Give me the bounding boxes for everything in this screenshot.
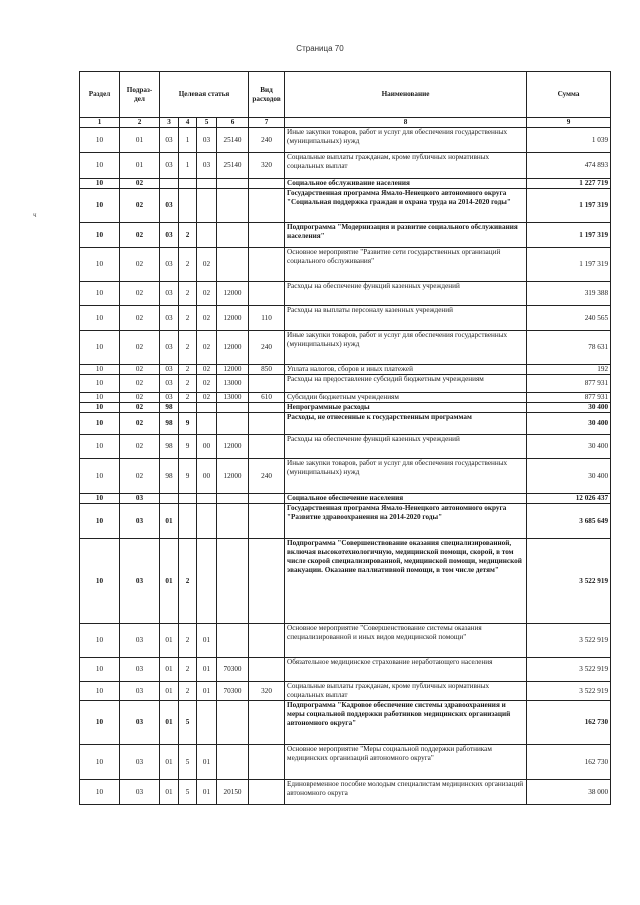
cell-podrazdel: 02 [120, 393, 160, 403]
table-row [80, 504, 611, 539]
table-row [80, 745, 611, 780]
header-tselevaya-statya: Целевая статья [160, 72, 249, 118]
cell-event: 01 [197, 658, 217, 682]
cell-event: 02 [197, 375, 217, 393]
cell-program: 03 [160, 282, 179, 306]
cell-subprogram: 2 [179, 624, 197, 658]
cell-podrazdel: 01 [120, 128, 160, 153]
cell-podrazdel: 02 [120, 403, 160, 413]
cell-summa: 877 931 [527, 375, 611, 393]
page-header: Страница 70 [296, 44, 344, 53]
cell-naimenovanie: Иные закупки товаров, работ и услуг для обеспечения государственных (муниципальных) нужд [285, 459, 527, 494]
cell-vid-rashodov [249, 745, 285, 780]
cell-summa: 38 000 [527, 780, 611, 805]
cell-summa: 1 197 319 [527, 223, 611, 248]
cell-subprogram: 2 [179, 539, 197, 624]
cell-program: 03 [160, 189, 179, 223]
cell-razdel: 10 [80, 682, 120, 701]
cell-vid-rashodov: 110 [249, 306, 285, 331]
cell-program: 98 [160, 413, 179, 435]
table-row [80, 459, 611, 494]
cell-summa: 12 026 437 [527, 494, 611, 504]
column-number: 2 [120, 118, 160, 128]
cell-razdel: 10 [80, 403, 120, 413]
cell-summa: 78 631 [527, 331, 611, 365]
cell-naimenovanie: Основное мероприятие "Совершенствование системы оказания специализированной и иных видов медицинской помощи" [285, 624, 527, 658]
cell-summa: 162 730 [527, 745, 611, 780]
cell-program: 03 [160, 365, 179, 375]
cell-event: 02 [197, 282, 217, 306]
cell-program: 01 [160, 624, 179, 658]
table-row [80, 282, 611, 306]
table-row [80, 223, 611, 248]
column-number-row [80, 118, 611, 128]
cell-vid-rashodov [249, 435, 285, 459]
cell-direction: 12000 [217, 282, 249, 306]
cell-event: 01 [197, 682, 217, 701]
cell-podrazdel: 03 [120, 701, 160, 745]
cell-summa: 30 400 [527, 435, 611, 459]
cell-razdel: 10 [80, 539, 120, 624]
cell-naimenovanie: Расходы на обеспечение функций казенных учреждений [285, 282, 527, 306]
cell-subprogram: 2 [179, 248, 197, 282]
cell-event: 02 [197, 306, 217, 331]
cell-summa: 3 685 649 [527, 504, 611, 539]
table-row [80, 494, 611, 504]
table-row [80, 248, 611, 282]
cell-program: 01 [160, 745, 179, 780]
cell-event: 03 [197, 153, 217, 179]
cell-subprogram: 9 [179, 459, 197, 494]
cell-subprogram: 2 [179, 393, 197, 403]
cell-podrazdel: 03 [120, 539, 160, 624]
table-row [80, 189, 611, 223]
cell-summa: 1 227 719 [527, 179, 611, 189]
cell-direction [217, 504, 249, 539]
cell-subprogram [179, 494, 197, 504]
cell-direction [217, 248, 249, 282]
cell-summa: 1 197 319 [527, 189, 611, 223]
cell-subprogram: 2 [179, 375, 197, 393]
table-row [80, 682, 611, 701]
cell-podrazdel: 01 [120, 153, 160, 179]
cell-naimenovanie: Расходы на предоставление субсидий бюджетным учреждениям [285, 375, 527, 393]
cell-subprogram: 5 [179, 780, 197, 805]
cell-podrazdel: 03 [120, 745, 160, 780]
cell-direction: 13000 [217, 375, 249, 393]
cell-program: 01 [160, 539, 179, 624]
column-number: 8 [285, 118, 527, 128]
cell-vid-rashodov [249, 223, 285, 248]
cell-summa: 319 388 [527, 282, 611, 306]
header-summa: Сумма [527, 72, 611, 118]
cell-naimenovanie: Обязательное медицинское страхование неработающего населения [285, 658, 527, 682]
cell-direction: 25140 [217, 128, 249, 153]
cell-razdel: 10 [80, 375, 120, 393]
cell-summa: 1 039 [527, 128, 611, 153]
cell-program: 03 [160, 153, 179, 179]
table-row [80, 624, 611, 658]
table-body [80, 128, 611, 805]
table-row [80, 539, 611, 624]
cell-vid-rashodov [249, 504, 285, 539]
cell-vid-rashodov: 240 [249, 331, 285, 365]
cell-summa: 3 522 919 [527, 624, 611, 658]
cell-razdel: 10 [80, 494, 120, 504]
cell-podrazdel: 03 [120, 780, 160, 805]
cell-podrazdel: 02 [120, 375, 160, 393]
cell-direction: 12000 [217, 459, 249, 494]
cell-subprogram: 9 [179, 413, 197, 435]
cell-subprogram: 5 [179, 701, 197, 745]
cell-vid-rashodov [249, 413, 285, 435]
cell-summa: 240 565 [527, 306, 611, 331]
cell-razdel: 10 [80, 282, 120, 306]
cell-program: 03 [160, 248, 179, 282]
cell-razdel: 10 [80, 504, 120, 539]
cell-direction: 12000 [217, 365, 249, 375]
table-row [80, 331, 611, 365]
cell-program: 03 [160, 306, 179, 331]
cell-event [197, 539, 217, 624]
cell-razdel: 10 [80, 153, 120, 179]
table-row [80, 375, 611, 393]
cell-naimenovanie: Подпрограмма "Совершенствование оказания специализированной, включая высокотехнологичную, медицинской помощи, скорой, в том числе скорой специализированной, медицинской помощи, медицинской эвакуации. Оказание паллиативной помощи, в том числе детям" [285, 539, 527, 624]
cell-program: 01 [160, 504, 179, 539]
cell-podrazdel: 03 [120, 682, 160, 701]
table-row [80, 153, 611, 179]
cell-subprogram [179, 189, 197, 223]
cell-vid-rashodov: 320 [249, 682, 285, 701]
table-row [80, 701, 611, 745]
cell-summa: 3 522 919 [527, 539, 611, 624]
cell-subprogram: 2 [179, 306, 197, 331]
cell-razdel: 10 [80, 128, 120, 153]
cell-event: 00 [197, 459, 217, 494]
column-number: 7 [249, 118, 285, 128]
cell-direction: 70300 [217, 682, 249, 701]
cell-event [197, 701, 217, 745]
table-row [80, 413, 611, 435]
cell-vid-rashodov [249, 179, 285, 189]
cell-podrazdel: 03 [120, 624, 160, 658]
cell-podrazdel: 03 [120, 494, 160, 504]
table-row [80, 403, 611, 413]
cell-vid-rashodov [249, 624, 285, 658]
cell-naimenovanie: Социальное обеспечение населения [285, 494, 527, 504]
cell-naimenovanie: Основное мероприятие "Развитие сети государственных организаций социального обслуживания" [285, 248, 527, 282]
cell-summa: 877 931 [527, 393, 611, 403]
table-row [80, 306, 611, 331]
cell-event: 02 [197, 331, 217, 365]
table-row [80, 393, 611, 403]
cell-podrazdel: 02 [120, 189, 160, 223]
cell-summa: 3 522 919 [527, 658, 611, 682]
cell-naimenovanie: Социальные выплаты гражданам, кроме публичных нормативных социальных выплат [285, 682, 527, 701]
cell-razdel: 10 [80, 365, 120, 375]
cell-naimenovanie: Государственная программа Ямало-Ненецкого автономного округа "Социальная поддержка граждан и охрана труда на 2014-2020 годы" [285, 189, 527, 223]
column-number: 6 [217, 118, 249, 128]
cell-program: 03 [160, 393, 179, 403]
cell-razdel: 10 [80, 435, 120, 459]
cell-summa: 1 197 319 [527, 248, 611, 282]
column-number: 1 [80, 118, 120, 128]
cell-direction [217, 701, 249, 745]
cell-naimenovanie: Единовременное пособие молодым специалистам медицинских организаций автономного округа [285, 780, 527, 805]
cell-razdel: 10 [80, 179, 120, 189]
cell-program: 98 [160, 459, 179, 494]
cell-program: 98 [160, 435, 179, 459]
cell-vid-rashodov [249, 539, 285, 624]
cell-vid-rashodov [249, 780, 285, 805]
cell-razdel: 10 [80, 223, 120, 248]
cell-naimenovanie: Государственная программа Ямало-Ненецкого автономного округа "Развитие здравоохранения на 2014-2020 годы" [285, 504, 527, 539]
cell-razdel: 10 [80, 331, 120, 365]
cell-program [160, 179, 179, 189]
cell-event: 01 [197, 780, 217, 805]
cell-naimenovanie: Социальное обслуживание населения [285, 179, 527, 189]
cell-direction [217, 494, 249, 504]
cell-vid-rashodov [249, 494, 285, 504]
cell-naimenovanie: Социальные выплаты гражданам, кроме публичных нормативных социальных выплат [285, 153, 527, 179]
cell-event [197, 504, 217, 539]
cell-naimenovanie: Иные закупки товаров, работ и услуг для обеспечения государственных (муниципальных) нужд [285, 331, 527, 365]
cell-subprogram: 2 [179, 223, 197, 248]
cell-vid-rashodov [249, 248, 285, 282]
header-vid-rashodov: Вид расходов [249, 72, 285, 118]
cell-podrazdel: 02 [120, 223, 160, 248]
cell-subprogram [179, 403, 197, 413]
cell-subprogram [179, 179, 197, 189]
column-number: 9 [527, 118, 611, 128]
cell-subprogram: 5 [179, 745, 197, 780]
cell-summa: 30 400 [527, 459, 611, 494]
cell-podrazdel: 02 [120, 435, 160, 459]
cell-vid-rashodov [249, 403, 285, 413]
cell-direction [217, 539, 249, 624]
cell-event: 02 [197, 248, 217, 282]
cell-subprogram: 2 [179, 682, 197, 701]
cell-direction: 12000 [217, 435, 249, 459]
cell-razdel: 10 [80, 459, 120, 494]
cell-program: 01 [160, 701, 179, 745]
cell-program: 01 [160, 658, 179, 682]
cell-vid-rashodov [249, 189, 285, 223]
cell-razdel: 10 [80, 780, 120, 805]
cell-subprogram: 2 [179, 365, 197, 375]
cell-subprogram: 9 [179, 435, 197, 459]
margin-mark: ч [33, 211, 37, 219]
cell-razdel: 10 [80, 624, 120, 658]
budget-table [79, 71, 611, 805]
cell-naimenovanie: Подпрограмма "Модернизация и развитие социального обслуживания населения" [285, 223, 527, 248]
cell-naimenovanie: Основное мероприятие "Меры социальной поддержки работникам медицинских организаций автономного округа" [285, 745, 527, 780]
cell-subprogram [179, 504, 197, 539]
column-number: 4 [179, 118, 197, 128]
cell-naimenovanie: Расходы на выплаты персоналу казенных учреждений [285, 306, 527, 331]
cell-razdel: 10 [80, 248, 120, 282]
cell-summa: 192 [527, 365, 611, 375]
cell-razdel: 10 [80, 701, 120, 745]
cell-razdel: 10 [80, 393, 120, 403]
cell-direction [217, 223, 249, 248]
cell-event: 02 [197, 365, 217, 375]
cell-direction [217, 179, 249, 189]
table-row [80, 365, 611, 375]
cell-summa: 30 400 [527, 403, 611, 413]
cell-vid-rashodov: 610 [249, 393, 285, 403]
cell-event [197, 223, 217, 248]
cell-event: 01 [197, 745, 217, 780]
cell-vid-rashodov [249, 282, 285, 306]
cell-razdel: 10 [80, 306, 120, 331]
cell-summa: 474 893 [527, 153, 611, 179]
header-razdel: Раздел [80, 72, 120, 118]
cell-subprogram: 1 [179, 128, 197, 153]
cell-program [160, 494, 179, 504]
cell-podrazdel: 02 [120, 248, 160, 282]
cell-podrazdel: 02 [120, 306, 160, 331]
cell-naimenovanie: Расходы на обеспечение функций казенных учреждений [285, 435, 527, 459]
cell-vid-rashodov [249, 701, 285, 745]
column-number: 5 [197, 118, 217, 128]
cell-program: 03 [160, 223, 179, 248]
cell-program: 01 [160, 780, 179, 805]
column-number: 3 [160, 118, 179, 128]
cell-direction: 20150 [217, 780, 249, 805]
cell-vid-rashodov [249, 658, 285, 682]
cell-event [197, 494, 217, 504]
cell-podrazdel: 02 [120, 365, 160, 375]
table-row [80, 780, 611, 805]
cell-podrazdel: 03 [120, 504, 160, 539]
cell-vid-rashodov: 240 [249, 459, 285, 494]
cell-podrazdel: 02 [120, 413, 160, 435]
cell-razdel: 10 [80, 189, 120, 223]
cell-naimenovanie: Расходы, не отнесенные к государственным программам [285, 413, 527, 435]
cell-naimenovanie: Уплата налогов, сборов и иных платежей [285, 365, 527, 375]
cell-subprogram: 2 [179, 331, 197, 365]
cell-podrazdel: 02 [120, 282, 160, 306]
cell-program: 03 [160, 128, 179, 153]
cell-direction [217, 403, 249, 413]
cell-subprogram: 1 [179, 153, 197, 179]
cell-naimenovanie: Подпрограмма "Кадровое обеспечение системы здравоохранения и меры социальной поддержки работников медицинских организаций автономного округа" [285, 701, 527, 745]
cell-podrazdel: 02 [120, 459, 160, 494]
cell-event: 02 [197, 393, 217, 403]
header-naimenovanie: Наименование [285, 72, 527, 118]
cell-direction: 12000 [217, 306, 249, 331]
cell-direction [217, 624, 249, 658]
cell-podrazdel: 02 [120, 179, 160, 189]
cell-direction: 25140 [217, 153, 249, 179]
cell-naimenovanie: Субсидии бюджетным учреждениям [285, 393, 527, 403]
cell-event: 01 [197, 624, 217, 658]
cell-event [197, 403, 217, 413]
cell-direction [217, 413, 249, 435]
cell-event: 03 [197, 128, 217, 153]
table-row [80, 435, 611, 459]
cell-vid-rashodov: 320 [249, 153, 285, 179]
cell-naimenovanie: Иные закупки товаров, работ и услуг для обеспечения государственных (муниципальных) нужд [285, 128, 527, 153]
cell-direction: 70300 [217, 658, 249, 682]
cell-direction: 12000 [217, 331, 249, 365]
cell-subprogram: 2 [179, 658, 197, 682]
cell-vid-rashodov: 850 [249, 365, 285, 375]
cell-program: 98 [160, 403, 179, 413]
cell-event [197, 189, 217, 223]
cell-event [197, 179, 217, 189]
cell-vid-rashodov: 240 [249, 128, 285, 153]
cell-podrazdel: 02 [120, 331, 160, 365]
cell-summa: 162 730 [527, 701, 611, 745]
cell-razdel: 10 [80, 745, 120, 780]
cell-summa: 3 522 919 [527, 682, 611, 701]
cell-direction [217, 189, 249, 223]
cell-razdel: 10 [80, 658, 120, 682]
cell-razdel: 10 [80, 413, 120, 435]
cell-naimenovanie: Непрограммные расходы [285, 403, 527, 413]
cell-direction [217, 745, 249, 780]
table-row [80, 179, 611, 189]
cell-podrazdel: 03 [120, 658, 160, 682]
table-row [80, 658, 611, 682]
cell-program: 01 [160, 682, 179, 701]
cell-subprogram: 2 [179, 282, 197, 306]
cell-event [197, 413, 217, 435]
cell-program: 03 [160, 375, 179, 393]
cell-summa: 30 400 [527, 413, 611, 435]
cell-program: 03 [160, 331, 179, 365]
cell-direction: 13000 [217, 393, 249, 403]
cell-vid-rashodov [249, 375, 285, 393]
header-podrazdel: Подраз-дел [120, 72, 160, 118]
cell-event: 00 [197, 435, 217, 459]
table-row [80, 128, 611, 153]
